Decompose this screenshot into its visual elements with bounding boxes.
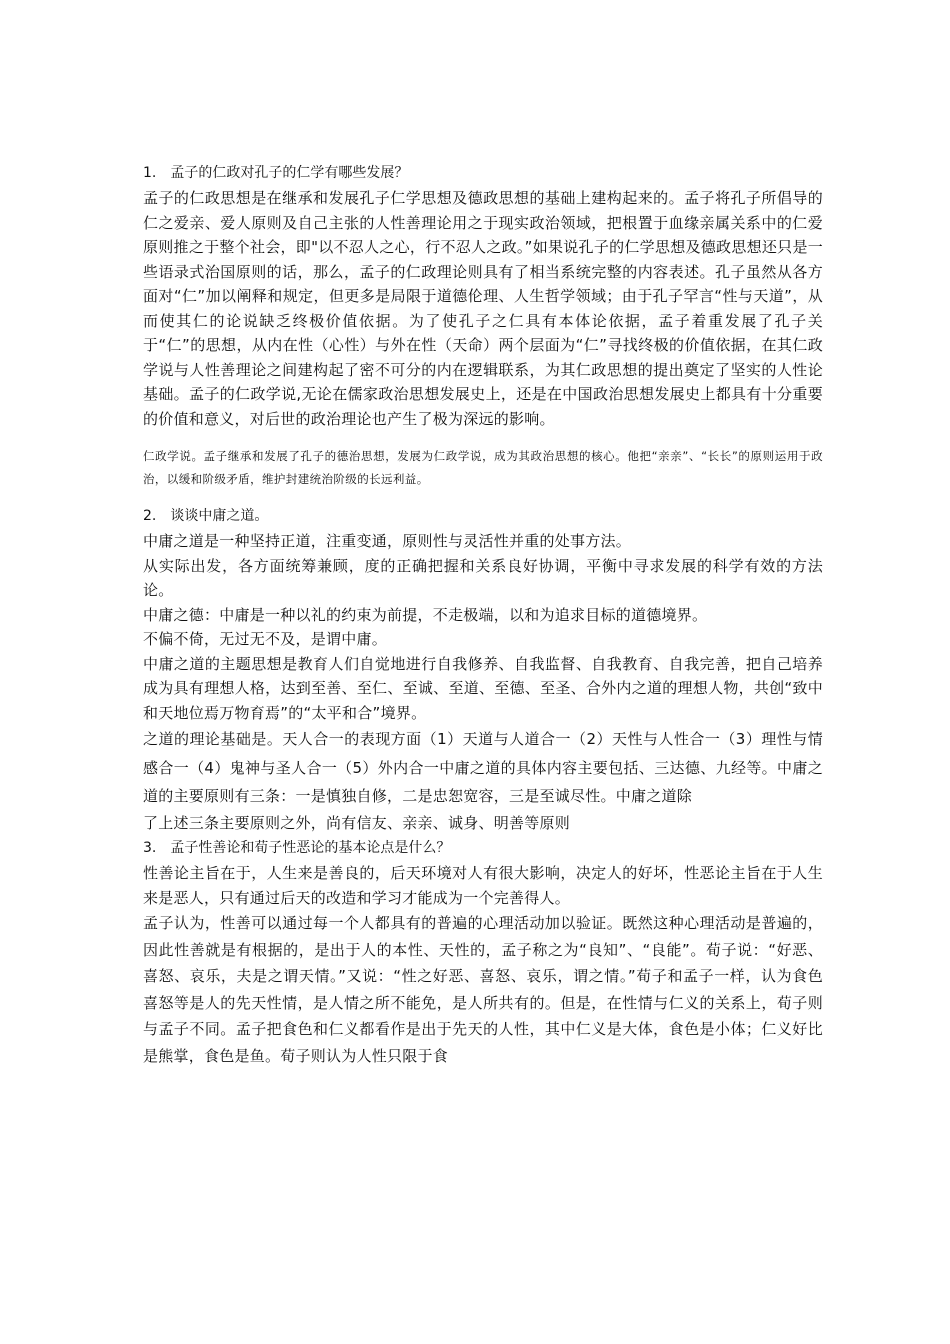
- question-2-paragraph-3: 之道的理论基础是。天人合一的表现方面（1）天道与人道合一（2）天性与人性合一（3）理性与情感合一（4）鬼神与圣人合一（5）外内合一中庸之道的具体内容主要包括、三达德、九经等。中庸之道的主要原则有三条：一是慎独自修，二是忠恕宽容，三是至诚尽性。中庸之道除: [143, 730, 823, 805]
- question-2-line-2: 中庸之德：中庸是一种以礼的约束为前提，不走极端，以和为追求目标的道德境界。: [143, 605, 708, 624]
- question-2-paragraph-3-end: 了上述三条主要原则之外，尚有信友、亲亲、诚身、明善等原则: [143, 813, 571, 832]
- question-1-answer: 孟子的仁政思想是在继承和发展孔子仁学思想及德政思想的基础上建构起来的。孟子将孔子所倡导的仁之爱亲、爱人原则及自己主张的人性善理论用之于现实政治领域，把根置于血缘亲属关系中的仁爱原则推之于整个社会，即"以不忍人之心，行不忍人之政。”如果说孔子的仁学思想及德政思想还只是一些语录式治国原则的话，那么，孟子的仁政理论则具有了相当系统完整的内容表述。孔子虽然从各方面对“仁”加以阐释和规定，但更多是局限于道德伦理、人生哲学领域；由于孔子罕言“性与天道”，从而使其仁的论说缺乏终极价值依据。为了使孔子之仁具有本体论依据，孟子着重发展了孔子关于“仁”的思想，从内在性（心性）与外在性（天命）两个层面为“仁”寻找终极的价值依据，在其仁政学说与人性善理论之间建构起了密不可分的内在逻辑联系，为其仁政思想的提出奠定了坚实的人性论基础。孟子的仁政学说,无论在儒家政治思想发展史上，还是在中国政治思想发展史上都具有十分重要的价值和意义，对后世的政治理论也产生了极为深远的影响。: [143, 189, 823, 428]
- question-2-paragraph-2: 中庸之道的主题思想是教育人们自觉地进行自我修养、自我监督、自我教育、自我完善，把自己培养成为具有理想人格，达到至善、至仁、至诚、至道、至德、至圣、合外内之道的理想人物，共创“致中和天地位焉万物育焉”的“太平和合”境界。: [143, 654, 823, 722]
- spacer: [143, 491, 823, 503]
- document-content: [143, 160, 823, 1069]
- spacer: [143, 431, 823, 445]
- question-3-paragraph-2: 孟子认为，性善可以通过每一个人都具有的普遍的心理活动加以验证。既然这种心理活动是普遍的，因此性善就是有根据的，是出于人的本性、天性的，孟子称之为“良知”、“良能”。荀子说：“好恶、喜怒、哀乐，夫是之谓天情。”又说：“性之好恶、喜怒、哀乐，谓之情。”荀子和孟子一样，认为食色喜怒等是人的先天性情，是人情之所不能免，是人所共有的。但是，在性情与仁义的关系上，荀子则与孟子不同。孟子把食色和仁义都看作是出于先天的人性，其中仁义是大体，食色是小体；仁义好比是熊掌，食色是鱼。荀子则认为人性只限于食: [143, 914, 823, 1065]
- question-2-line-3: 不偏不倚，无过无不及，是谓中庸。: [143, 630, 388, 648]
- question-1-heading: 1. 孟子的仁政对孔子的仁学有哪些发展？: [143, 165, 409, 181]
- question-2-heading: 2. 谈谈中庸之道。: [143, 508, 269, 524]
- question-3-paragraph-1: 性善论主旨在于，人生来是善良的，后天环境对人有很大影响，决定人的好坏，性恶论主旨在于人生来是恶人，只有通过后天的改造和学习才能成为一个完善得人。: [143, 864, 823, 907]
- question-1-note: 仁政学说。孟子继承和发展了孔子的德治思想，发展为仁政学说，成为其政治思想的核心。他把“亲亲”、“长长”的原则运用于政治，以缓和阶级矛盾，维护封建统治阶级的长远利益。: [143, 449, 823, 486]
- question-2-paragraph-1: 从实际出发，各方面统筹兼顾，度的正确把握和关系良好协调，平衡中寻求发展的科学有效的方法论。: [143, 556, 823, 599]
- question-2-line-1: 中庸之道是一种坚持正道，注重变通，原则性与灵活性并重的处事方法。: [143, 532, 632, 550]
- question-3-heading: 3. 孟子性善论和荀子性恶论的基本论点是什么？: [143, 840, 451, 856]
